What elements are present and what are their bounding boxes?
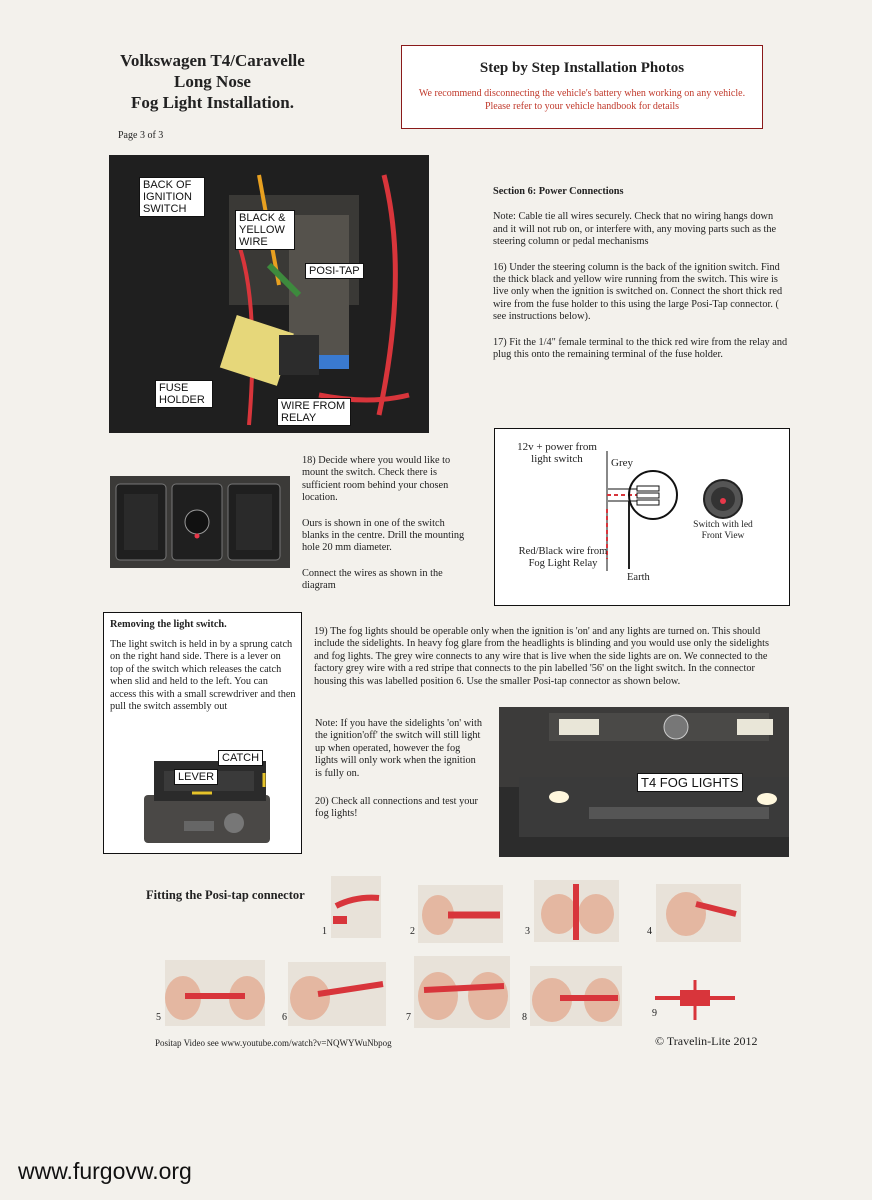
label-wire-from-relay: WIRE FROM RELAY	[277, 398, 351, 426]
switch-panel-photo	[110, 476, 290, 568]
posi-step-6-illustration	[288, 962, 386, 1026]
switch-wiring-diagram	[494, 428, 790, 606]
car-fog-lights-photo	[499, 707, 789, 857]
posi-step-number: 1	[322, 926, 327, 937]
header-box	[401, 45, 763, 129]
posi-step-2-photo	[418, 885, 503, 943]
step-16: 16) Under the steering column is the back of the ignition switch. Find the thick black and yellow wire running from the switch. This wire is live only when the ignition is switched on. Connect the short thick red wire from the fuse holder to this using the large Posi-Tap connector. ( see instructions below).	[493, 261, 783, 323]
posi-step-number: 4	[647, 926, 652, 937]
ignition-wiring-photo	[109, 155, 429, 433]
posi-step-1-illustration	[331, 876, 381, 938]
posi-step-number: 9	[652, 1008, 657, 1019]
posi-step-3-photo	[534, 880, 619, 942]
label-t4-fog-lights: T4 FOG LIGHTS	[637, 773, 743, 792]
posi-step-8-illustration	[530, 966, 622, 1026]
removing-switch-box	[103, 612, 302, 854]
label-fuse-holder: FUSE HOLDER	[155, 380, 213, 408]
diagram-earth-label: Earth	[627, 572, 650, 583]
posi-step-6-photo	[288, 962, 386, 1026]
posi-step-number: 3	[525, 926, 530, 937]
step-18: 18) Decide where you would like to mount the switch. Check there is sufficient room behind your chosen location. Ours is shown in one of the switch blanks in the centre. Drill the mounting hole 20 mm diameter. Connect the wires as shown in the diagram	[302, 455, 465, 592]
step-20: 20) Check all connections and test your fog lights!	[315, 796, 478, 820]
label-lever: LEVER	[174, 769, 218, 785]
posi-step-5-illustration	[165, 960, 265, 1026]
page-number: Page 3 of 3	[118, 130, 164, 141]
posi-step-7-illustration	[414, 956, 510, 1028]
section-6-note: Note: Cable tie all wires securely. Check that no wiring hangs down and it will not rub on, or interfere with, any moving parts such as the steering column or pedal mechanisms	[493, 211, 777, 248]
step-19: 19) The fog lights should be operable only when the ignition is 'on' and any lights are turned on. This should include the sidelights. In heavy fog glare from the headlights is blinding and you would use only the sidelights and fog lights. The grey wire connects to any wire that is live when the side lights are on. We connected to the factory grey wire with a red stripe that connects to the pin labelled '56' on the light switch. In the connector housing this was labelled position 6. Use the smaller Posi-tap connector as shown below.	[314, 626, 769, 687]
removing-heading: Removing the light switch.	[110, 619, 227, 630]
diagram-relay-label: Red/Black wire from Fog Light Relay	[518, 546, 608, 570]
label-black-yellow-wire: BLACK & YELLOW WIRE	[235, 210, 295, 250]
diagram-grey-label: Grey	[611, 457, 633, 469]
sidelights-note: Note: If you have the sidelights 'on' with the ignition'off' the switch will still light up when operated, however the fog lights will only work when the ignition is fully on.	[315, 718, 483, 779]
label-back-of-ignition: BACK OF IGNITION SWITCH	[139, 177, 205, 217]
posi-step-9-photo	[650, 976, 740, 1026]
copyright: © Travelin-Lite 2012	[655, 1034, 758, 1048]
posi-step-number: 6	[282, 1012, 287, 1023]
posi-step-9-illustration	[650, 976, 740, 1026]
posi-step-5-photo	[165, 960, 265, 1026]
watermark: www.furgovw.org	[18, 1158, 192, 1184]
posi-step-number: 2	[410, 926, 415, 937]
label-posi-tap: POSI-TAP	[305, 263, 364, 279]
posi-step-3-illustration	[534, 880, 619, 942]
section-6	[493, 186, 788, 361]
battery-warning: We recommend disconnecting the vehicle's battery when working on any vehicle. Please refer to your vehicle handbook for details	[418, 88, 746, 112]
posi-step-number: 7	[406, 1012, 411, 1023]
posi-step-7-photo	[414, 956, 510, 1028]
diagram-power-label: 12v + power from light switch	[517, 441, 597, 466]
posi-step-4-photo	[656, 884, 741, 942]
section-6-heading: Section 6: Power Connections	[493, 186, 624, 197]
posi-step-number: 8	[522, 1012, 527, 1023]
posi-step-2-illustration	[418, 885, 503, 943]
posi-step-8-photo	[530, 966, 622, 1026]
switch-panel-illustration	[110, 476, 290, 568]
document-title: Volkswagen T4/Caravelle Long Nose Fog Light Installation.	[120, 51, 305, 112]
removing-body: The light switch is held in by a sprung catch on the right hand side. There is a lever on top of the switch which releases the catch when slid and held to the left. You can access this with a small screwdriver and then pull the switch assembly out	[110, 639, 296, 713]
diagram-switch-label: Switch with led Front View	[693, 520, 753, 541]
posi-step-4-illustration	[656, 884, 741, 942]
posi-tap-heading: Fitting the Posi-tap connector	[146, 888, 305, 902]
label-catch: CATCH	[218, 750, 263, 766]
video-link[interactable]: Positap Video see www.youtube.com/watch?v=NQWYWuNbpog	[155, 1038, 392, 1048]
step-17: 17) Fit the 1/4" female terminal to the thick red wire from the relay and plug this onto the remaining terminal of the fuse holder.	[493, 336, 788, 361]
header-heading: Step by Step Installation Photos	[479, 60, 685, 76]
posi-step-number: 5	[156, 1012, 161, 1023]
posi-step-1-photo	[331, 876, 381, 938]
